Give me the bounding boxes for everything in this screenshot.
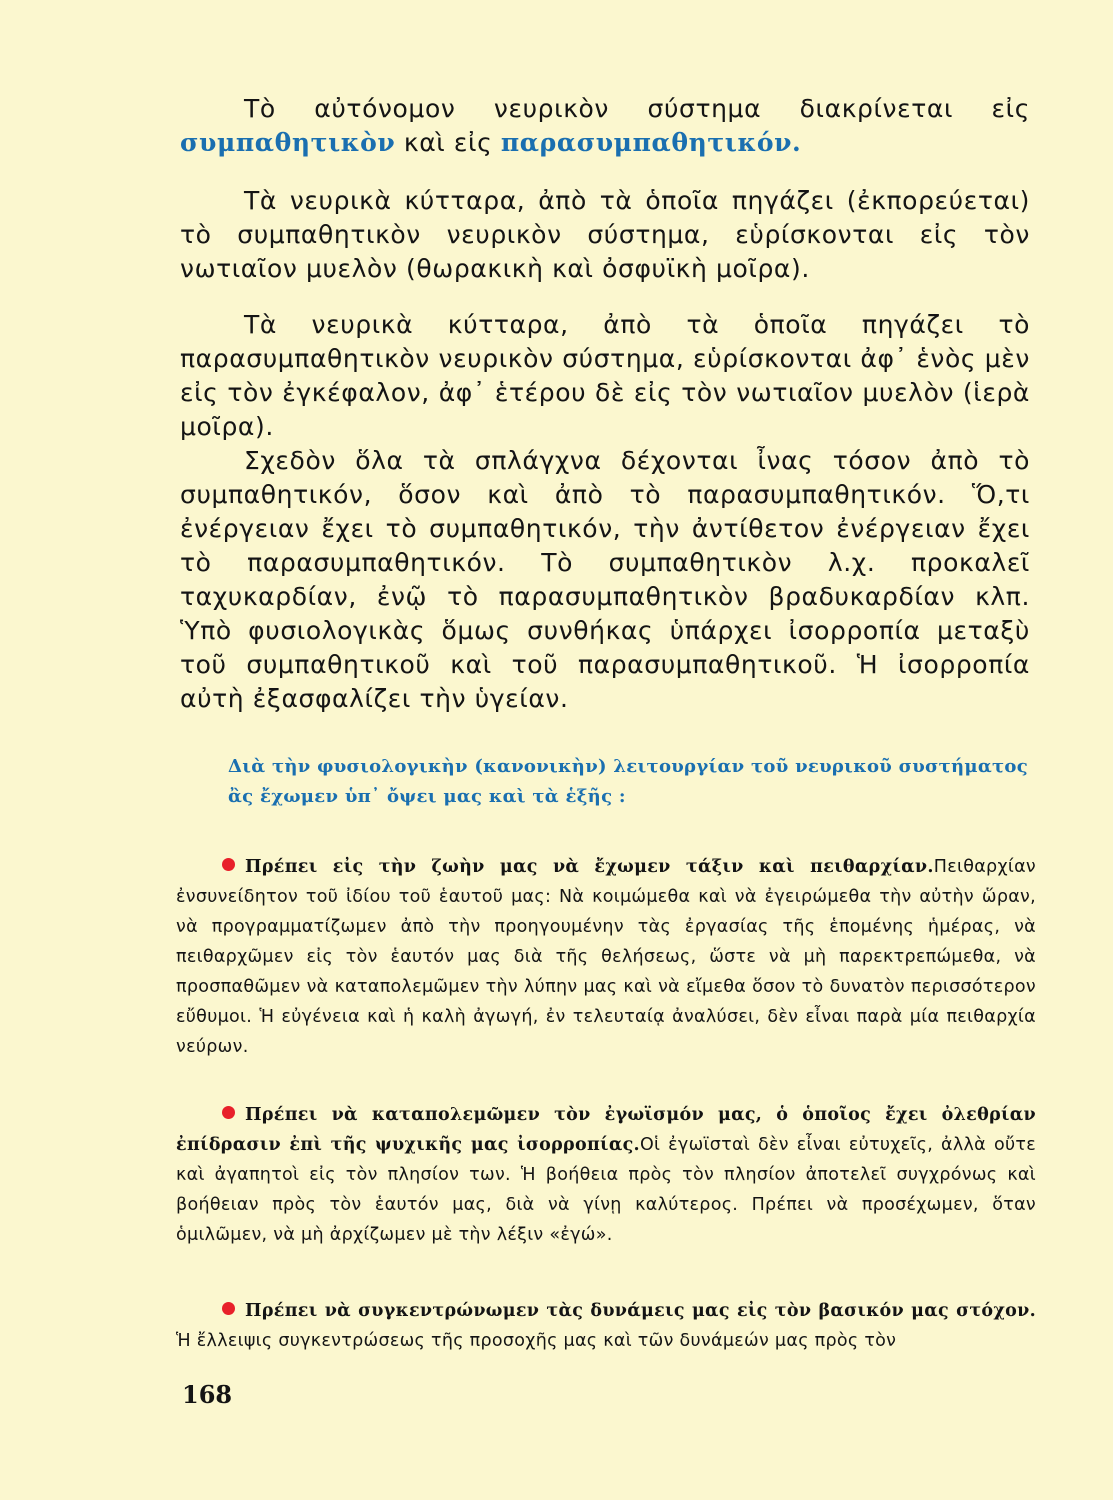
bullet-lead: Πρέπει εἰς τὴν ζωὴν μας νὰ ἔχωμεν τάξιν καὶ πειθαρχίαν. [245,857,934,877]
page-number: 168 [182,1380,233,1409]
paragraph-sympathetic-cells: Τὰ νευρικὰ κύτταρα, ἀπὸ τὰ ὁποῖα πηγάζει (ἐκπορεύεται) τὸ συμπαθητικὸν νευρικὸν σύστημα, εὑρίσκονται εἰς τὸν νωτιαῖον μυελὸν (θωρακικὴ καὶ ὀσφυϊκὴ μοῖρα). [180,186,1030,283]
bullet-lead: Πρέπει νὰ συγκεντρώνωμεν τὰς δυνάμεις μας εἰς τὸν βασικόν μας στόχον. [245,1301,1036,1321]
bullet-discipline [176,852,1036,1062]
paragraph-parasympathetic-cells: Τὰ νευρικὰ κύτταρα, ἀπὸ τὰ ὁποῖα πηγάζει τὸ παρασυμπαθητικὸν νευρικὸν σύστημα, εὑρίσκονται ἀφ᾿ ἑνὸς μὲν εἰς τὸν ἐγκέφαλον, ἀφ᾿ ἑτέρου δὲ εἰς τὸν νωτιαῖον μυελὸν (ἱερὰ μοῖρα). [180,310,1030,441]
bullet-text: Οἱ ἐγωϊσταὶ δὲν εἶναι εὐτυχεῖς, ἀλλὰ οὔτε καὶ ἀγαπητοὶ εἰς τὸν πλησίον των. Ἡ βοήθεια πρὸς τὸν πλησίον ἀποτελεῖ συγχρόνως καὶ βοήθειαν πρὸς τὸν ἑαυτόν μας, διὰ νὰ γίνῃ καλύτερος. Πρέπει νὰ προσέχωμεν, ὅταν ὁμιλῶμεν, νὰ μὴ ἀρχίζωμεν μὲ τὴν λέξιν «ἐγώ». [176,1135,1036,1245]
term-sympathetic: συμπαθητικὸν [180,128,396,157]
term-parasympathetic: παρασυμπαθητικόν. [500,128,802,157]
paragraph-text: Τὸ αὐτόνομον νευρικὸν σύστημα διακρίνεται εἰς [244,94,1030,123]
red-bullet-icon [222,1302,235,1315]
paragraph-text: καὶ εἰς [395,128,501,157]
bullet-text: Ἡ ἔλλειψις συγκεντρώσεως τῆς προσοχῆς μας καὶ τῶν δυνάμεών μας πρὸς τὸν [176,1331,897,1351]
red-bullet-icon [222,1106,235,1119]
paragraph-autonomic [180,92,1030,160]
bullet-lead: Πρέπει νὰ καταπολεμῶμεν τὸν ἐγωϊσμόν μας, ὁ ὁποῖος ἔχει ὀλεθρίαν ἐπίδρασιν ἐπὶ τῆς ψυχικῆς μας ἰσορροπίας. [176,1105,1036,1155]
paragraph-viscera: Σχεδὸν ὅλα τὰ σπλάγχνα δέχονται ἶνας τόσον ἀπὸ τὸ συμπαθητικόν, ὅσον καὶ ἀπὸ τὸ παρασυμπαθητικόν. Ὅ,τι ἐνέργειαν ἔχει τὸ συμπαθητικόν, τὴν ἀντίθετον ἐνέργειαν ἔχει τὸ παρασυμπαθητικόν. Τὸ συμπαθητικὸν λ.χ. προκαλεῖ ταχυκαρδίαν, ἐνῷ τὸ παρασυμπαθητικὸν βραδυκαρδίαν κλπ. Ὑπὸ φυσιολογικὰς ὅμως συνθήκας ὑπάρχει ἰσορροπία μεταξὺ τοῦ συμπαθητικοῦ καὶ τοῦ παρασυμπαθητικοῦ. Ἡ ἰσορροπία αὐτὴ ἐξασφαλίζει τὴν ὑγείαν. [180,446,1030,713]
bullet-text: Πειθαρχίαν ἐνσυνείδητον τοῦ ἰδίου τοῦ ἑαυτοῦ μας: Νὰ κοιμώμεθα καὶ νὰ ἐγειρώμεθα τὴν αὐτὴν ὥραν, νὰ προγραμματίζωμεν ἀπὸ τὴν προηγουμένην τὰς ἐργασίας τῆς ἑπομένης ἡμέρας, νὰ πειθαρχῶμεν εἰς τὸν ἑαυτόν μας διὰ τῆς θελήσεως, ὥστε νὰ μὴ παρεκτρεπώμεθα, νὰ προσπαθῶμεν νὰ καταπολεμῶμεν τὴν λύπην μας καὶ νὰ εἴμεθα ὅσον τὸ δυνατὸν περισσότερον εὔθυμοι. Ἡ εὐγένεια καὶ ἡ καλὴ ἀγωγή, ἐν τελευταίᾳ ἀναλύσει, δὲν εἶναι παρὰ μία πειθαρχία νεύρων. [176,857,1036,1057]
section-heading: Διὰ τὴν φυσιολογικὴν (κανονικὴν) λειτουργίαν τοῦ νευρικοῦ συστήματος ἂς ἔχωμεν ὑπ᾿ ὄψει μας καὶ τὰ ἑξῆς : [228,756,1028,807]
red-bullet-icon [222,858,235,871]
bullet-egoism [176,1100,1036,1250]
bullet-concentration [176,1296,1036,1356]
